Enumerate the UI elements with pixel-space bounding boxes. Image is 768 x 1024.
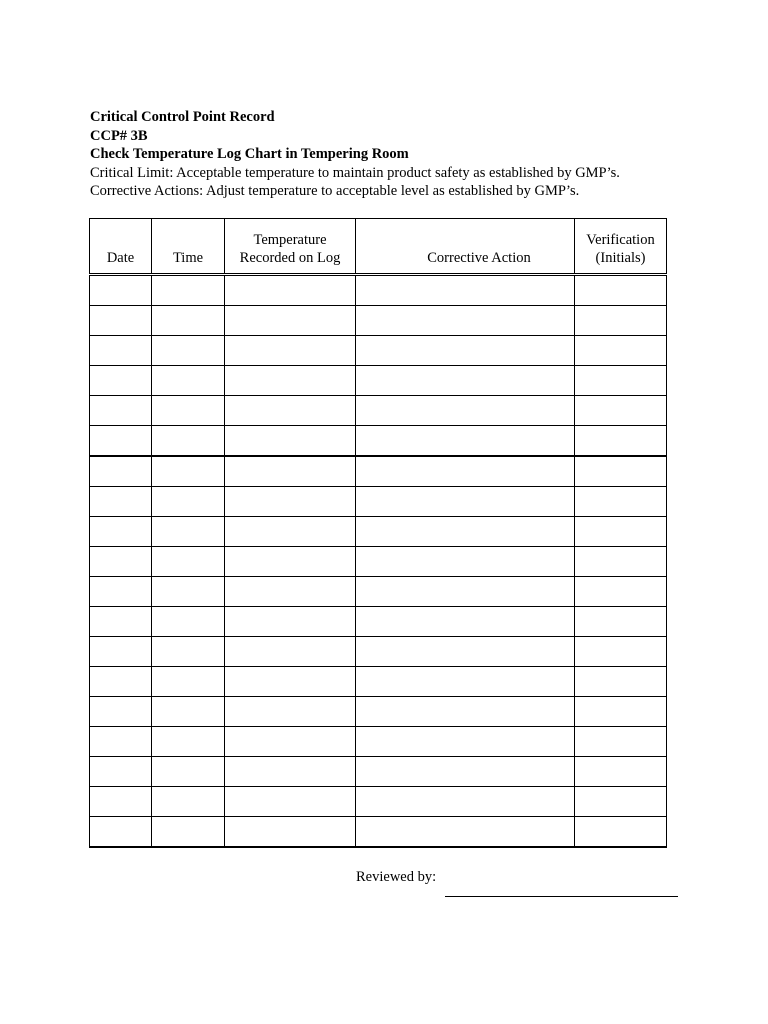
table-row xyxy=(90,306,667,336)
date-cell[interactable] xyxy=(90,607,152,637)
table-row xyxy=(90,275,667,306)
date-cell[interactable] xyxy=(90,366,152,396)
verification-cell[interactable] xyxy=(575,667,667,697)
date-cell[interactable] xyxy=(90,577,152,607)
corrective-action-column-header: Corrective Action xyxy=(356,219,575,275)
verification-cell[interactable] xyxy=(575,787,667,817)
corrective-action-cell[interactable] xyxy=(356,275,575,306)
time-cell[interactable] xyxy=(152,366,225,396)
verification-cell[interactable] xyxy=(575,366,667,396)
temperature-column-header xyxy=(225,219,356,275)
temperature-cell[interactable] xyxy=(225,306,356,336)
corrective-action-cell[interactable] xyxy=(356,487,575,517)
temperature-cell[interactable] xyxy=(225,487,356,517)
temperature-cell[interactable] xyxy=(225,787,356,817)
date-cell[interactable] xyxy=(90,426,152,457)
time-cell[interactable] xyxy=(152,637,225,667)
date-column-header: Date xyxy=(90,219,152,275)
verification-cell[interactable] xyxy=(575,456,667,487)
temperature-cell[interactable] xyxy=(225,577,356,607)
corrective-action-cell[interactable] xyxy=(356,396,575,426)
date-cell[interactable] xyxy=(90,547,152,577)
record-header xyxy=(90,108,620,201)
table-row xyxy=(90,757,667,787)
temperature-cell[interactable] xyxy=(225,757,356,787)
corrective-action-cell[interactable] xyxy=(356,336,575,366)
temperature-cell[interactable] xyxy=(225,456,356,487)
date-cell[interactable] xyxy=(90,787,152,817)
date-cell[interactable] xyxy=(90,396,152,426)
date-cell[interactable] xyxy=(90,336,152,366)
date-cell[interactable] xyxy=(90,275,152,306)
table-row xyxy=(90,487,667,517)
time-cell[interactable] xyxy=(152,306,225,336)
temperature-cell[interactable] xyxy=(225,607,356,637)
date-cell[interactable] xyxy=(90,487,152,517)
corrective-action-cell[interactable] xyxy=(356,547,575,577)
date-cell[interactable] xyxy=(90,817,152,848)
table-row xyxy=(90,517,667,547)
time-cell[interactable] xyxy=(152,757,225,787)
date-cell[interactable] xyxy=(90,456,152,487)
verification-cell[interactable] xyxy=(575,275,667,306)
table-row xyxy=(90,607,667,637)
verification-cell[interactable] xyxy=(575,607,667,637)
verification-cell[interactable] xyxy=(575,487,667,517)
ccp-number: CCP# 3B xyxy=(90,127,148,144)
verification-cell[interactable] xyxy=(575,817,667,848)
corrective-action-cell[interactable] xyxy=(356,306,575,336)
table-row xyxy=(90,667,667,697)
table-body xyxy=(90,275,667,848)
verification-cell[interactable] xyxy=(575,577,667,607)
temperature-cell[interactable] xyxy=(225,817,356,848)
corrective-action-cell[interactable] xyxy=(356,787,575,817)
verification-cell[interactable] xyxy=(575,757,667,787)
temperature-cell[interactable] xyxy=(225,727,356,757)
verification-cell[interactable] xyxy=(575,637,667,667)
time-cell[interactable] xyxy=(152,607,225,637)
corrective-action-cell[interactable] xyxy=(356,817,575,848)
date-cell[interactable] xyxy=(90,757,152,787)
date-cell[interactable] xyxy=(90,517,152,547)
corrective-action-cell[interactable] xyxy=(356,426,575,457)
table-row xyxy=(90,547,667,577)
date-cell[interactable] xyxy=(90,697,152,727)
temperature-cell[interactable] xyxy=(225,547,356,577)
time-cell[interactable] xyxy=(152,817,225,848)
corrective-action-cell[interactable] xyxy=(356,697,575,727)
record-title: Critical Control Point Record xyxy=(90,109,275,125)
time-cell[interactable] xyxy=(152,426,225,457)
temperature-cell[interactable] xyxy=(225,396,356,426)
verification-cell[interactable] xyxy=(575,727,667,757)
temperature-cell[interactable] xyxy=(225,336,356,366)
temperature-cell[interactable] xyxy=(225,697,356,727)
verification-cell[interactable] xyxy=(575,697,667,727)
temperature-cell[interactable] xyxy=(225,667,356,697)
time-cell[interactable] xyxy=(152,456,225,487)
time-cell[interactable] xyxy=(152,275,225,306)
corrective-action-cell[interactable] xyxy=(356,517,575,547)
time-column-header: Time xyxy=(152,219,225,275)
table-row xyxy=(90,577,667,607)
temperature-cell[interactable] xyxy=(225,517,356,547)
corrective-action-cell[interactable] xyxy=(356,456,575,487)
corrective-action-cell[interactable] xyxy=(356,637,575,667)
table-row xyxy=(90,697,667,727)
corrective-action-cell[interactable] xyxy=(356,757,575,787)
temperature-cell[interactable] xyxy=(225,366,356,396)
corrective-actions-text: Corrective Actions: Adjust temperature to acceptable level as established by GMP’s. xyxy=(90,183,580,199)
reviewer-signature-line[interactable] xyxy=(445,896,678,897)
verification-cell[interactable] xyxy=(575,517,667,547)
table-row xyxy=(90,727,667,757)
time-cell[interactable] xyxy=(152,787,225,817)
table-row xyxy=(90,456,667,487)
verification-cell[interactable] xyxy=(575,336,667,366)
table-row xyxy=(90,396,667,426)
record-subtitle: Check Temperature Log Chart in Tempering Room xyxy=(90,146,409,162)
reviewed-by-label: Reviewed by: xyxy=(356,869,437,885)
time-cell[interactable] xyxy=(152,517,225,547)
corrective-action-cell[interactable] xyxy=(356,667,575,697)
table-row xyxy=(90,637,667,667)
verification-header-line1: Verification xyxy=(586,232,655,248)
date-cell[interactable] xyxy=(90,727,152,757)
time-cell[interactable] xyxy=(152,336,225,366)
time-cell[interactable] xyxy=(152,547,225,577)
critical-limit-text: Critical Limit: Acceptable temperature to maintain product safety as established by GMP’s. xyxy=(90,164,620,181)
corrective-action-cell[interactable] xyxy=(356,577,575,607)
verification-cell[interactable] xyxy=(575,306,667,336)
table-header-row xyxy=(90,219,667,275)
temperature-cell[interactable] xyxy=(225,637,356,667)
verification-cell[interactable] xyxy=(575,547,667,577)
table-row xyxy=(90,366,667,396)
temperature-cell[interactable] xyxy=(225,275,356,306)
temperature-header-line1: Temperature xyxy=(253,232,327,248)
verification-cell[interactable] xyxy=(575,426,667,457)
verification-column-header xyxy=(575,219,667,275)
date-cell[interactable] xyxy=(90,306,152,336)
table-row xyxy=(90,426,667,457)
time-cell[interactable] xyxy=(152,667,225,697)
time-cell[interactable] xyxy=(152,487,225,517)
time-cell[interactable] xyxy=(152,727,225,757)
corrective-action-cell[interactable] xyxy=(356,727,575,757)
time-cell[interactable] xyxy=(152,577,225,607)
table-row xyxy=(90,787,667,817)
temperature-header-line2: Recorded on Log xyxy=(239,250,341,266)
table-row xyxy=(90,336,667,366)
date-cell[interactable] xyxy=(90,637,152,667)
verification-header-line2: (Initials) xyxy=(595,250,646,266)
table-row xyxy=(90,817,667,848)
verification-cell[interactable] xyxy=(575,396,667,426)
temperature-log-table xyxy=(89,218,667,848)
date-cell[interactable] xyxy=(90,667,152,697)
corrective-action-cell[interactable] xyxy=(356,366,575,396)
temperature-cell[interactable] xyxy=(225,426,356,457)
time-cell[interactable] xyxy=(152,396,225,426)
corrective-action-cell[interactable] xyxy=(356,607,575,637)
time-cell[interactable] xyxy=(152,697,225,727)
